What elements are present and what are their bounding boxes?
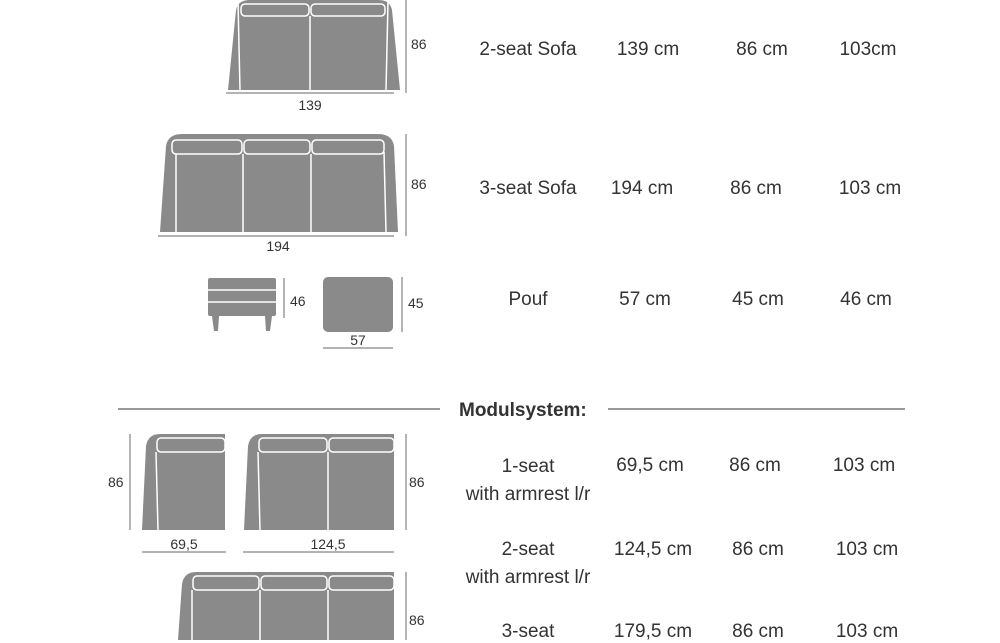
sofa2-width-label: 139 bbox=[298, 97, 322, 113]
product-name: 2-seat Sofa bbox=[479, 39, 577, 60]
modulsystem-heading: Modulsystem: bbox=[459, 400, 587, 421]
module-depth: 103 cm bbox=[835, 539, 899, 560]
product-depth: 103 cm bbox=[838, 178, 902, 199]
module-name-detail: with armrest l/r bbox=[465, 567, 591, 588]
module-width: 124,5 cm bbox=[613, 539, 693, 560]
module-three-seat-drawing bbox=[178, 572, 406, 640]
module-width: 179,5 cm bbox=[613, 621, 693, 642]
product-width: 57 cm bbox=[619, 289, 671, 310]
section-divider-right bbox=[608, 408, 905, 410]
module-right-height-label: 86 bbox=[409, 474, 425, 490]
pouf-top-width-label: 57 bbox=[350, 332, 366, 348]
pouf-front-drawing bbox=[208, 278, 284, 331]
product-depth: 103cm bbox=[839, 39, 897, 60]
module3-height-label: 86 bbox=[409, 612, 425, 628]
module-one-seat-drawing bbox=[130, 434, 226, 552]
module-name: 2-seat bbox=[501, 539, 555, 560]
module-left-height-label: 86 bbox=[108, 474, 124, 490]
product-height: 86 cm bbox=[736, 39, 788, 60]
sofa3-width-label: 194 bbox=[266, 238, 290, 254]
sofa3-height-label: 86 bbox=[411, 176, 427, 192]
module-depth: 103 cm bbox=[835, 621, 899, 642]
two-seat-sofa-drawing bbox=[226, 0, 406, 93]
pouf-top-height-label: 45 bbox=[408, 295, 424, 311]
module-height: 86 cm bbox=[732, 539, 784, 560]
product-height: 45 cm bbox=[732, 289, 784, 310]
three-seat-sofa-drawing bbox=[158, 134, 406, 236]
product-name: Pouf bbox=[508, 289, 548, 310]
module-name: 1-seat bbox=[501, 456, 555, 477]
module-name: 3-seat bbox=[501, 621, 555, 642]
module-width: 69,5 cm bbox=[616, 455, 684, 476]
section-divider-left bbox=[118, 408, 440, 410]
product-height: 86 cm bbox=[730, 178, 782, 199]
module-depth: 103 cm bbox=[832, 455, 896, 476]
module-height: 86 cm bbox=[729, 455, 781, 476]
product-width: 139 cm bbox=[616, 39, 680, 60]
module-name-detail: with armrest l/r bbox=[465, 484, 591, 505]
module1-width-label: 69,5 bbox=[170, 536, 198, 552]
module2-width-label: 124,5 bbox=[310, 536, 346, 552]
module-height: 86 cm bbox=[732, 621, 784, 642]
product-name: 3-seat Sofa bbox=[479, 178, 577, 199]
pouf-front-height-label: 46 bbox=[290, 293, 306, 309]
product-depth: 46 cm bbox=[840, 289, 892, 310]
module-two-seat-drawing bbox=[243, 434, 406, 552]
sofa2-height-label: 86 bbox=[411, 36, 427, 52]
product-width: 194 cm bbox=[610, 178, 674, 199]
